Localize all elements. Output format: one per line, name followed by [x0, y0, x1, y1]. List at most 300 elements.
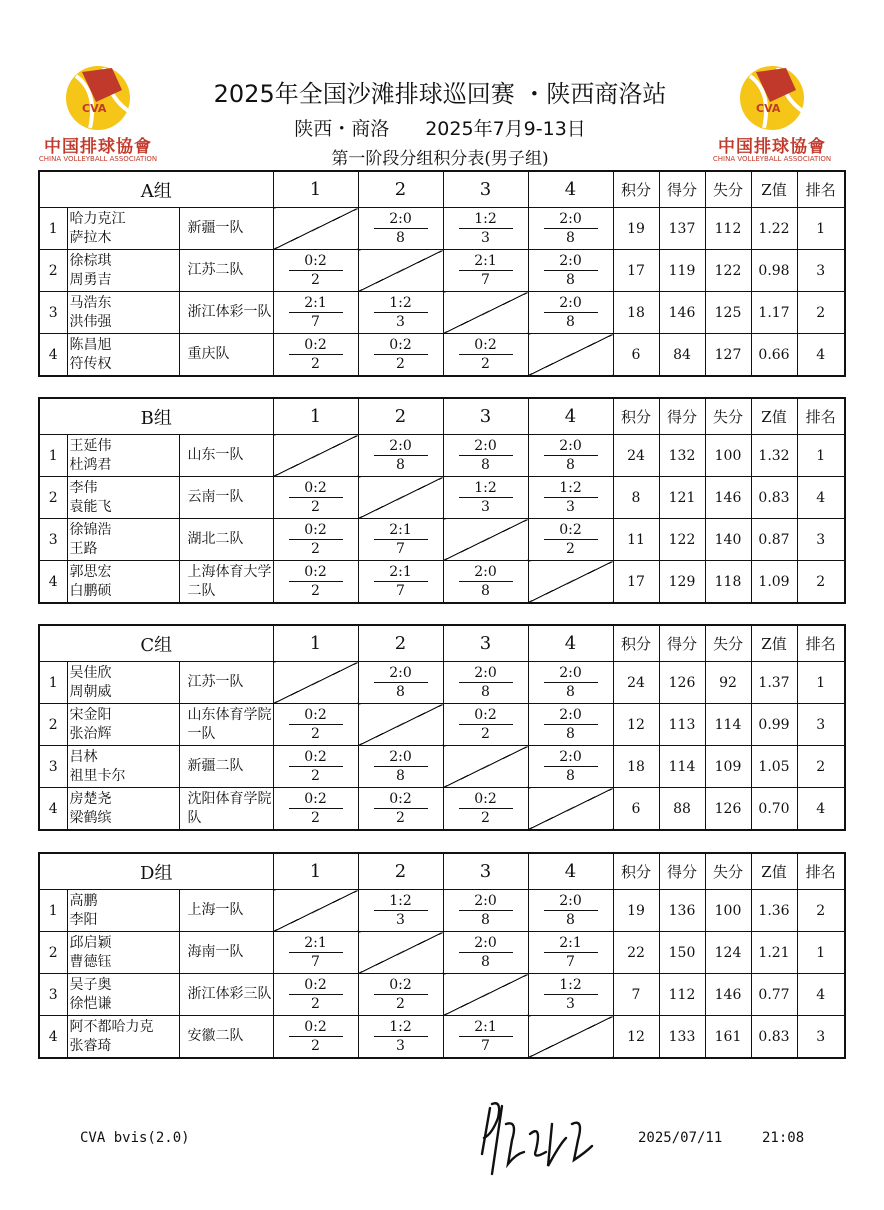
- match-score: [459, 253, 513, 288]
- points-lost: 109: [705, 746, 751, 788]
- match-score: [289, 480, 343, 515]
- total-points: 17: [613, 250, 659, 292]
- player-name: 吴佳欣: [69, 664, 112, 681]
- match-score: [289, 253, 343, 288]
- total-points: 19: [613, 890, 659, 932]
- match-result: [273, 334, 358, 377]
- match-result: [443, 334, 528, 377]
- column-header: 得分: [659, 398, 705, 435]
- player-names: [67, 662, 179, 704]
- total-points: 22: [613, 932, 659, 974]
- set-score: 0:2: [289, 564, 343, 582]
- team-name: 江苏一队: [179, 662, 273, 704]
- points-won: 137: [659, 208, 705, 250]
- self-match-cell: [273, 435, 358, 477]
- points-won: 136: [659, 890, 705, 932]
- match-score: [374, 1019, 428, 1054]
- print-time: 21:08: [762, 1130, 805, 1146]
- match-score: [459, 1019, 513, 1054]
- rank: 3: [797, 250, 845, 292]
- player-name: 洪伟强: [69, 313, 112, 330]
- match-score: [459, 893, 513, 928]
- seed-number: 3: [39, 519, 67, 561]
- match-points: 7: [311, 954, 320, 970]
- match-points: 7: [481, 1038, 490, 1054]
- cva-logo-right: [712, 62, 832, 172]
- rank: 4: [797, 788, 845, 831]
- z-value: 1.36: [751, 890, 797, 932]
- match-points: 2: [311, 768, 320, 784]
- match-score: [374, 211, 428, 246]
- match-result: [443, 662, 528, 704]
- points-lost: 118: [705, 561, 751, 604]
- match-result: [443, 1016, 528, 1059]
- team-name: 沈阳体育学院队: [179, 788, 273, 831]
- self-match-cell: [358, 704, 443, 746]
- match-score: [459, 935, 513, 970]
- column-header: 积分: [613, 853, 659, 890]
- match-result: [273, 788, 358, 831]
- match-result: [358, 788, 443, 831]
- set-score: 0:2: [459, 791, 513, 809]
- match-score: [459, 707, 513, 742]
- column-header: 排名: [797, 398, 845, 435]
- match-points: 8: [566, 457, 575, 473]
- set-score: 2:0: [544, 707, 598, 725]
- match-result: [273, 746, 358, 788]
- logo-text: 中国排球協會: [44, 137, 152, 157]
- team-name: 海南一队: [179, 932, 273, 974]
- set-score: 0:2: [289, 522, 343, 540]
- match-points: 2: [311, 996, 320, 1012]
- match-result: [273, 250, 358, 292]
- match-score: [289, 337, 343, 372]
- column-header: 1: [273, 625, 358, 662]
- rank: 4: [797, 974, 845, 1016]
- set-score: 1:2: [374, 295, 428, 313]
- match-points: 8: [481, 684, 490, 700]
- team-name: 云南一队: [179, 477, 273, 519]
- total-points: 24: [613, 662, 659, 704]
- match-points: 2: [566, 541, 575, 557]
- rank: 1: [797, 435, 845, 477]
- match-points: 2: [311, 726, 320, 742]
- team-name: 湖北二队: [179, 519, 273, 561]
- match-score: [374, 522, 428, 557]
- set-score: 0:2: [289, 791, 343, 809]
- rank: 4: [797, 477, 845, 519]
- set-score: 1:2: [544, 977, 598, 995]
- match-score: [459, 211, 513, 246]
- match-result: [443, 704, 528, 746]
- player-name: 张睿琦: [69, 1037, 112, 1054]
- match-result: [528, 250, 613, 292]
- set-score: 2:0: [459, 893, 513, 911]
- table-row: [39, 932, 845, 974]
- match-points: 7: [396, 541, 405, 557]
- table-header-row: [39, 171, 845, 208]
- set-score: 2:1: [544, 935, 598, 953]
- column-header: 1: [273, 171, 358, 208]
- set-score: 0:2: [459, 337, 513, 355]
- match-result: [358, 519, 443, 561]
- player-name: 祖里卡尔: [69, 767, 126, 784]
- match-result: [358, 561, 443, 604]
- total-points: 11: [613, 519, 659, 561]
- column-header: 得分: [659, 853, 705, 890]
- points-won: 88: [659, 788, 705, 831]
- match-result: [358, 208, 443, 250]
- points-lost: 161: [705, 1016, 751, 1059]
- match-score: [544, 707, 598, 742]
- match-score: [289, 295, 343, 330]
- match-points: 8: [566, 230, 575, 246]
- player-name: 宋金阳: [69, 706, 112, 723]
- match-result: [528, 662, 613, 704]
- set-score: 0:2: [289, 707, 343, 725]
- seed-number: 1: [39, 662, 67, 704]
- match-score: [544, 480, 598, 515]
- group-table: [38, 624, 846, 831]
- column-header: 3: [443, 171, 528, 208]
- points-won: 129: [659, 561, 705, 604]
- points-lost: 112: [705, 208, 751, 250]
- team-name: 重庆队: [179, 334, 273, 377]
- points-lost: 124: [705, 932, 751, 974]
- match-result: [273, 561, 358, 604]
- match-result: [273, 932, 358, 974]
- match-result: [443, 435, 528, 477]
- self-match-cell: [273, 208, 358, 250]
- player-name: 徐棕琪: [69, 252, 112, 269]
- match-points: 2: [481, 356, 490, 372]
- player-name: 阿不都哈力克: [69, 1018, 154, 1035]
- set-score: 2:1: [459, 1019, 513, 1037]
- match-result: [528, 519, 613, 561]
- match-score: [544, 977, 598, 1012]
- column-header: 排名: [797, 853, 845, 890]
- table-row: [39, 662, 845, 704]
- match-score: [289, 977, 343, 1012]
- table-row: [39, 974, 845, 1016]
- player-names: [67, 704, 179, 746]
- match-score: [289, 935, 343, 970]
- player-names: [67, 435, 179, 477]
- event-dates: 2025年7月9-13日: [425, 118, 586, 140]
- column-header: 排名: [797, 171, 845, 208]
- match-points: 8: [566, 912, 575, 928]
- player-name: 符传权: [69, 355, 112, 372]
- points-won: 84: [659, 334, 705, 377]
- self-match-cell: [358, 477, 443, 519]
- player-name: 徐锦浩: [69, 521, 112, 538]
- match-result: [528, 477, 613, 519]
- total-points: 8: [613, 477, 659, 519]
- match-score: [374, 665, 428, 700]
- table-row: [39, 704, 845, 746]
- match-score: [289, 791, 343, 826]
- match-result: [273, 974, 358, 1016]
- match-result: [528, 292, 613, 334]
- table-row: [39, 334, 845, 377]
- team-name: 新疆一队: [179, 208, 273, 250]
- match-result: [273, 1016, 358, 1059]
- self-match-cell: [443, 974, 528, 1016]
- column-header: 失分: [705, 625, 751, 662]
- column-header: 积分: [613, 625, 659, 662]
- match-result: [358, 334, 443, 377]
- column-header: Z值: [751, 853, 797, 890]
- player-name: 邱启颖: [69, 934, 112, 951]
- total-points: 12: [613, 704, 659, 746]
- match-points: 2: [311, 356, 320, 372]
- seed-number: 4: [39, 788, 67, 831]
- set-score: 2:1: [289, 935, 343, 953]
- total-points: 7: [613, 974, 659, 1016]
- z-value: 0.77: [751, 974, 797, 1016]
- table-row: [39, 890, 845, 932]
- set-score: 2:1: [459, 253, 513, 271]
- self-match-cell: [528, 561, 613, 604]
- self-match-cell: [528, 1016, 613, 1059]
- match-result: [528, 435, 613, 477]
- points-won: 112: [659, 974, 705, 1016]
- set-score: 2:0: [374, 749, 428, 767]
- match-score: [374, 893, 428, 928]
- points-lost: 146: [705, 974, 751, 1016]
- group-name: C组: [39, 625, 273, 662]
- player-names: [67, 561, 179, 604]
- set-score: 1:2: [459, 480, 513, 498]
- seed-number: 2: [39, 932, 67, 974]
- match-result: [443, 890, 528, 932]
- set-score: 0:2: [289, 337, 343, 355]
- match-points: 8: [481, 457, 490, 473]
- column-header: 4: [528, 398, 613, 435]
- group-table: [38, 852, 846, 1059]
- set-score: 2:0: [544, 893, 598, 911]
- match-score: [374, 295, 428, 330]
- set-score: 0:2: [289, 1019, 343, 1037]
- seed-number: 1: [39, 435, 67, 477]
- team-name: 浙江体彩一队: [179, 292, 273, 334]
- match-score: [544, 522, 598, 557]
- table-row: [39, 746, 845, 788]
- rank: 3: [797, 519, 845, 561]
- svg-text:CVA: CVA: [82, 102, 107, 115]
- match-points: 2: [481, 726, 490, 742]
- points-won: 114: [659, 746, 705, 788]
- match-points: 8: [481, 912, 490, 928]
- page-title: 2025年全国沙滩排球巡回赛 ・陕西商洛站: [213, 80, 667, 108]
- match-result: [443, 208, 528, 250]
- points-lost: 140: [705, 519, 751, 561]
- seed-number: 3: [39, 292, 67, 334]
- match-points: 2: [481, 810, 490, 826]
- match-points: 8: [566, 272, 575, 288]
- player-name: 吴子奥: [69, 976, 112, 993]
- z-value: 1.32: [751, 435, 797, 477]
- match-points: 8: [566, 726, 575, 742]
- self-match-cell: [358, 250, 443, 292]
- player-name: 萨拉木: [69, 229, 112, 246]
- svg-text:CVA: CVA: [756, 102, 781, 115]
- match-points: 8: [566, 768, 575, 784]
- table-row: [39, 788, 845, 831]
- player-names: [67, 1016, 179, 1059]
- team-name: 江苏二队: [179, 250, 273, 292]
- match-points: 8: [396, 457, 405, 473]
- match-result: [358, 1016, 443, 1059]
- player-name: 周勇吉: [69, 271, 112, 288]
- set-score: 0:2: [289, 977, 343, 995]
- group-name: B组: [39, 398, 273, 435]
- column-header: 2: [358, 625, 443, 662]
- match-score: [374, 564, 428, 599]
- match-points: 8: [396, 684, 405, 700]
- match-points: 3: [566, 499, 575, 515]
- team-name: 新疆二队: [179, 746, 273, 788]
- column-header: 2: [358, 171, 443, 208]
- set-score: 2:0: [544, 665, 598, 683]
- rank: 1: [797, 932, 845, 974]
- match-score: [544, 665, 598, 700]
- match-result: [528, 704, 613, 746]
- match-result: [528, 746, 613, 788]
- player-names: [67, 292, 179, 334]
- seed-number: 4: [39, 1016, 67, 1059]
- points-won: 146: [659, 292, 705, 334]
- table-row: [39, 477, 845, 519]
- player-name: 吕林: [69, 748, 98, 765]
- match-result: [528, 208, 613, 250]
- player-name: 杜鸿君: [69, 456, 112, 473]
- column-header: 得分: [659, 625, 705, 662]
- match-score: [459, 480, 513, 515]
- seed-number: 1: [39, 208, 67, 250]
- match-result: [273, 519, 358, 561]
- rank: 3: [797, 1016, 845, 1059]
- table-row: [39, 435, 845, 477]
- column-header: 4: [528, 853, 613, 890]
- seed-number: 4: [39, 561, 67, 604]
- z-value: 1.37: [751, 662, 797, 704]
- z-value: 0.99: [751, 704, 797, 746]
- set-score: 0:2: [544, 522, 598, 540]
- player-name: 房楚尧: [69, 790, 112, 807]
- match-score: [459, 665, 513, 700]
- column-header: Z值: [751, 398, 797, 435]
- table-row: [39, 250, 845, 292]
- player-names: [67, 788, 179, 831]
- z-value: 1.17: [751, 292, 797, 334]
- print-date: 2025/07/11: [638, 1130, 723, 1146]
- match-points: 2: [311, 810, 320, 826]
- match-result: [358, 292, 443, 334]
- self-match-cell: [358, 932, 443, 974]
- set-score: 2:0: [544, 295, 598, 313]
- team-name: 安徽二队: [179, 1016, 273, 1059]
- self-match-cell: [273, 890, 358, 932]
- set-score: 0:2: [289, 749, 343, 767]
- match-score: [544, 438, 598, 473]
- player-names: [67, 334, 179, 377]
- seed-number: 3: [39, 974, 67, 1016]
- match-score: [459, 337, 513, 372]
- column-header: 4: [528, 625, 613, 662]
- points-lost: 127: [705, 334, 751, 377]
- table-header-row: [39, 625, 845, 662]
- column-header: 得分: [659, 171, 705, 208]
- self-match-cell: [273, 662, 358, 704]
- player-names: [67, 932, 179, 974]
- set-score: 2:0: [374, 438, 428, 456]
- match-result: [443, 561, 528, 604]
- match-points: 8: [396, 230, 405, 246]
- z-value: 0.83: [751, 1016, 797, 1059]
- column-header: 积分: [613, 171, 659, 208]
- match-score: [289, 1019, 343, 1054]
- self-match-cell: [443, 519, 528, 561]
- set-score: 1:2: [374, 893, 428, 911]
- seed-number: 1: [39, 890, 67, 932]
- set-score: 1:2: [459, 211, 513, 229]
- set-score: 1:2: [374, 1019, 428, 1037]
- rank: 2: [797, 890, 845, 932]
- match-result: [443, 932, 528, 974]
- z-value: 0.70: [751, 788, 797, 831]
- set-score: 2:0: [459, 665, 513, 683]
- player-names: [67, 208, 179, 250]
- z-value: 0.66: [751, 334, 797, 377]
- player-name: 王路: [69, 540, 98, 557]
- match-score: [374, 977, 428, 1012]
- set-score: 2:1: [289, 295, 343, 313]
- points-lost: 92: [705, 662, 751, 704]
- match-points: 2: [396, 356, 405, 372]
- match-result: [273, 477, 358, 519]
- team-name: 山东一队: [179, 435, 273, 477]
- player-name: 陈昌旭: [69, 336, 112, 353]
- table-row: [39, 1016, 845, 1059]
- points-won: 121: [659, 477, 705, 519]
- match-score: [374, 749, 428, 784]
- match-result: [358, 746, 443, 788]
- total-points: 17: [613, 561, 659, 604]
- rank: 4: [797, 334, 845, 377]
- player-names: [67, 477, 179, 519]
- match-points: 2: [311, 272, 320, 288]
- match-points: 3: [396, 1038, 405, 1054]
- points-lost: 114: [705, 704, 751, 746]
- points-lost: 125: [705, 292, 751, 334]
- points-won: 150: [659, 932, 705, 974]
- player-names: [67, 250, 179, 292]
- team-name: 山东体育学院一队: [179, 704, 273, 746]
- volleyball-icon: [38, 62, 158, 134]
- points-lost: 100: [705, 435, 751, 477]
- player-name: 周朝威: [69, 683, 112, 700]
- self-match-cell: [443, 746, 528, 788]
- rank: 2: [797, 561, 845, 604]
- points-won: 119: [659, 250, 705, 292]
- points-won: 133: [659, 1016, 705, 1059]
- event-subtitle: [260, 114, 620, 141]
- seed-number: 3: [39, 746, 67, 788]
- column-header: 2: [358, 398, 443, 435]
- group-name: A组: [39, 171, 273, 208]
- match-points: 2: [396, 996, 405, 1012]
